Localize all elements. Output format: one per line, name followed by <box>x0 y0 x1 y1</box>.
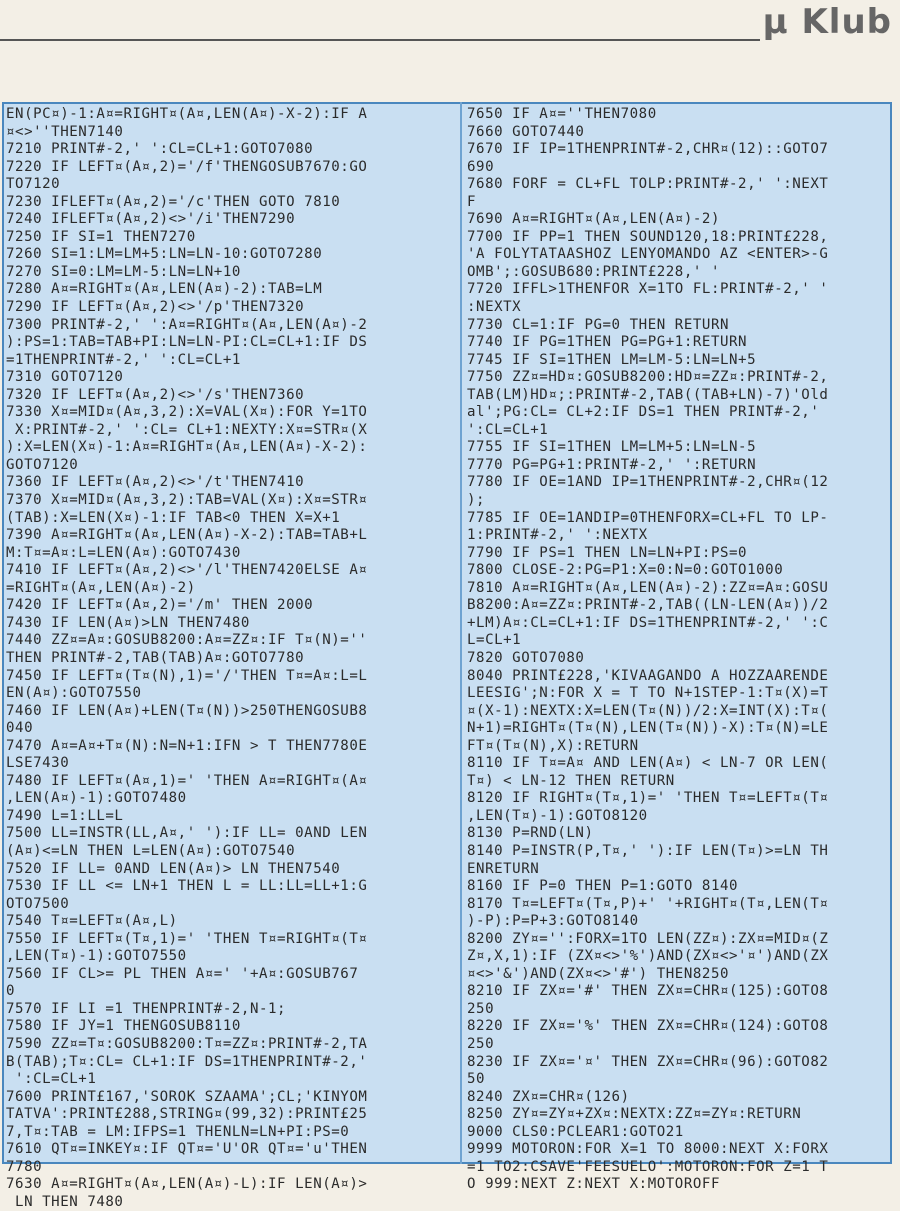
code-line: 7540 T¤=LEFT¤(A¤,L) <box>6 913 178 930</box>
code-line: ':CL=CL+1 <box>467 421 549 438</box>
code-line: 7270 SI=0:LM=LM-5:LN=LN+10 <box>6 263 241 280</box>
code-line: 7790 IF PS=1 THEN LN=LN+PI:PS=0 <box>467 544 748 561</box>
code-line: 7250 IF SI=1 THEN7270 <box>6 228 196 245</box>
code-line: 7570 IF LI =1 THENPRINT#-2,N-1; <box>6 1000 287 1017</box>
code-line: 7280 A¤=RIGHT¤(A¤,LEN(A¤)-2):TAB=LM <box>6 281 323 298</box>
code-line: ¤<>'&')AND(ZX¤<>'#') THEN8250 <box>467 965 730 982</box>
code-line: 7370 X¤=MID¤(A¤,3,2):TAB=VAL(X¤):X¤=STR¤ <box>6 492 368 509</box>
code-line: 7745 IF SI=1THEN LM=LM-5:LN=LN+5 <box>467 351 757 368</box>
code-line: 8160 IF P=0 THEN P=1:GOTO 8140 <box>467 878 739 895</box>
code-line: TO7120 <box>6 176 61 193</box>
code-line: 7290 IF LEFT¤(A¤,2)<>'/p'THEN7320 <box>6 299 305 316</box>
code-line: 7330 X¤=MID¤(A¤,3,2):X=VAL(X¤):FOR Y=1TO <box>6 404 368 421</box>
code-line: 7720 IFFL>1THENFOR X=1TO FL:PRINT#-2,' ' <box>467 281 829 298</box>
listing-left-column <box>6 106 456 1211</box>
code-line: 7550 IF LEFT¤(T¤,1)=' 'THEN T¤=RIGHT¤(T¤ <box>6 930 368 947</box>
code-line: 7480 IF LEFT¤(A¤,1)=' 'THEN A¤=RIGHT¤(A¤ <box>6 772 368 789</box>
code-line: 8040 PRINT£228,'KIVAAGANDO A HOZZAARENDE <box>467 667 829 684</box>
code-line: :NEXTX <box>467 299 522 316</box>
code-line: 7320 IF LEFT¤(A¤,2)<>'/s'THEN7360 <box>6 386 305 403</box>
code-line: 7770 PG=PG+1:PRINT#-2,' ':RETURN <box>467 456 757 473</box>
code-line: ):PS=1:TAB=TAB+PI:LN=LN-PI:CL=CL+1:IF DS <box>6 334 368 351</box>
code-line: =1THENPRINT#-2,' ':CL=CL+1 <box>6 351 241 368</box>
code-line: 040 <box>6 720 34 737</box>
code-line: (A¤)<=LN THEN L=LEN(A¤):GOTO7540 <box>6 842 296 859</box>
code-line: 7750 ZZ¤=HD¤:GOSUB8200:HD¤=ZZ¤:PRINT#-2, <box>467 369 829 386</box>
code-line: 690 <box>467 158 495 175</box>
code-line: 7410 IF LEFT¤(A¤,2)<>'/l'THEN7420ELSE A¤ <box>6 562 368 579</box>
code-line: ,LEN(T¤)-1):GOTO7550 <box>6 948 187 965</box>
code-line: 9999 MOTORON:FOR X=1 TO 8000:NEXT X:FORX <box>467 1141 829 1158</box>
code-line: 7580 IF JY=1 THENGOSUB8110 <box>6 1018 241 1035</box>
code-line: 7430 IF LEN(A¤)>LN THEN7480 <box>6 614 250 631</box>
code-line: 7,T¤:TAB = LM:IFPS=1 THENLN=LN+PI:PS=0 <box>6 1123 350 1140</box>
code-line: 8200 ZY¤='':FORX=1TO LEN(ZZ¤):ZX¤=MID¤(Z <box>467 930 829 947</box>
code-line: OMB';:GOSUB680:PRINT£228,' ' <box>467 263 720 280</box>
code-line: (TAB):X=LEN(X¤)-1:IF TAB<0 THEN X=X+1 <box>6 509 341 526</box>
header-rule <box>0 39 760 41</box>
code-line: 7785 IF OE=1ANDIP=0THENFORX=CL+FL TO LP- <box>467 509 829 526</box>
code-line: ,LEN(T¤)-1):GOTO8120 <box>467 807 648 824</box>
code-line: 7440 ZZ¤=A¤:GOSUB8200:A¤=ZZ¤:IF T¤(N)='' <box>6 632 368 649</box>
code-line: ENRETURN <box>467 860 540 877</box>
code-line: TAB(LM)HD¤;:PRINT#-2,TAB((TAB+LN)-7)'Old <box>467 386 829 403</box>
code-line: M:T¤=A¤:L=LEN(A¤):GOTO7430 <box>6 544 241 561</box>
code-line: 7700 IF PP=1 THEN SOUND120,18:PRINT£228, <box>467 228 829 245</box>
code-line: L=CL+1 <box>467 632 522 649</box>
code-line: 250 <box>467 1035 495 1052</box>
code-line: B8200:A¤=ZZ¤:PRINT#-2,TAB((LN-LEN(A¤))/2 <box>467 597 829 614</box>
code-line: 7220 IF LEFT¤(A¤,2)='/f'THENGOSUB7670:GO <box>6 158 368 175</box>
code-line: 8250 ZY¤=ZY¤+ZX¤:NEXTX:ZZ¤=ZY¤:RETURN <box>467 1106 802 1123</box>
code-line: 7755 IF SI=1THEN LM=LM+5:LN=LN-5 <box>467 439 757 456</box>
code-line: LN THEN 7480 <box>6 1193 124 1210</box>
code-line: ¤<>''THEN7140 <box>6 123 124 140</box>
code-line: 7670 IF IP=1THENPRINT#-2,CHR¤(12)::GOTO7 <box>467 141 829 158</box>
magazine-header <box>0 0 900 60</box>
code-line: 8110 IF T¤=A¤ AND LEN(A¤) < LN-7 OR LEN( <box>467 755 829 772</box>
code-line: =1 TO2:CSAVE'FEESUELO':MOTORON:FOR Z=1 T <box>467 1158 829 1175</box>
code-line: 7390 A¤=RIGHT¤(A¤,LEN(A¤)-X-2):TAB=TAB+L <box>6 527 368 544</box>
code-line: 7260 SI=1:LM=LM+5:LN=LN-10:GOTO7280 <box>6 246 323 263</box>
code-line: ¤(X-1):NEXTX:X=LEN(T¤(N))/2:X=INT(X):T¤( <box>467 702 829 719</box>
column-divider <box>460 102 462 1164</box>
code-line: 7690 A¤=RIGHT¤(A¤,LEN(A¤)-2) <box>467 211 720 228</box>
code-line: 7810 A¤=RIGHT¤(A¤,LEN(A¤)-2):ZZ¤=A¤:GOSU <box>467 579 829 596</box>
code-line: 50 <box>467 1071 486 1088</box>
code-line: N+1)=RIGHT¤(T¤(N),LEN(T¤(N))-X):T¤(N)=LE <box>467 720 829 737</box>
code-line: ); <box>467 492 486 509</box>
code-line: ':CL=CL+1 <box>6 1071 97 1088</box>
code-line: 250 <box>467 1000 495 1017</box>
listing-right-column <box>467 106 891 1194</box>
code-line: 8140 P=INSTR(P,T¤,' '):IF LEN(T¤)>=LN TH <box>467 842 829 859</box>
magazine-brand: µ Klub <box>762 2 892 42</box>
code-line: 8210 IF ZX¤='#' THEN ZX¤=CHR¤(125):GOTO8 <box>467 983 829 1000</box>
code-line: 7490 L=1:LL=L <box>6 807 124 824</box>
code-line: 1:PRINT#-2,' ':NEXTX <box>467 527 648 544</box>
code-line: 8240 ZX¤=CHR¤(126) <box>467 1088 630 1105</box>
code-line: 7560 IF CL>= PL THEN A¤=' '+A¤:GOSUB767 <box>6 965 359 982</box>
code-line: B(TAB);T¤:CL= CL+1:IF DS=1THENPRINT#-2,' <box>6 1053 368 1070</box>
code-line: 7610 QT¤=INKEY¤:IF QT¤='U'OR QT¤='u'THEN <box>6 1141 368 1158</box>
code-line: LSE7430 <box>6 755 70 772</box>
code-line: ):X=LEN(X¤)-1:A¤=RIGHT¤(A¤,LEN(A¤)-X-2): <box>6 439 368 456</box>
code-line: 7660 GOTO7440 <box>467 123 585 140</box>
code-line: O 999:NEXT Z:NEXT X:MOTOROFF <box>467 1176 720 1193</box>
code-line: )-P):P=P+3:GOTO8140 <box>467 913 639 930</box>
code-line: GOTO7120 <box>6 456 79 473</box>
code-line: 7240 IFLEFT¤(A¤,2)<>'/i'THEN7290 <box>6 211 296 228</box>
code-line: 7590 ZZ¤=T¤:GOSUB8200:T¤=ZZ¤:PRINT#-2,TA <box>6 1035 368 1052</box>
code-line: THEN PRINT#-2,TAB(TAB)A¤:GOTO7780 <box>6 649 305 666</box>
code-line: EN(PC¤)-1:A¤=RIGHT¤(A¤,LEN(A¤)-X-2):IF A <box>6 106 368 122</box>
code-line: 7740 IF PG=1THEN PG=PG+1:RETURN <box>467 334 748 351</box>
code-line: ,LEN(A¤)-1):GOTO7480 <box>6 790 187 807</box>
code-line: 7800 CLOSE-2:PG=P1:X=0:N=0:GOTO1000 <box>467 562 784 579</box>
code-line: LEESIG';N:FOR X = T TO N+1STEP-1:T¤(X)=T <box>467 685 829 702</box>
code-line: TATVA':PRINT£288,STRING¤(99,32):PRINT£25 <box>6 1106 368 1123</box>
code-line: F <box>467 193 477 210</box>
code-line: 7300 PRINT#-2,' ':A¤=RIGHT¤(A¤,LEN(A¤)-2 <box>6 316 368 333</box>
code-line: FT¤(T¤(N),X):RETURN <box>467 737 639 754</box>
code-line: T¤) < LN-12 THEN RETURN <box>467 772 675 789</box>
code-line: 8170 T¤=LEFT¤(T¤,P)+' '+RIGHT¤(T¤,LEN(T¤ <box>467 895 829 912</box>
code-line: 7420 IF LEFT¤(A¤,2)='/m' THEN 2000 <box>6 597 314 614</box>
code-line: 7460 IF LEN(A¤)+LEN(T¤(N))>250THENGOSUB8 <box>6 702 368 719</box>
code-line: OTO7500 <box>6 895 70 912</box>
code-line: 7780 IF OE=1AND IP=1THENPRINT#-2,CHR¤(12 <box>467 474 829 491</box>
code-line: =RIGHT¤(A¤,LEN(A¤)-2) <box>6 579 196 596</box>
code-line: 7820 GOTO7080 <box>467 649 585 666</box>
code-line: 7780 <box>6 1158 43 1175</box>
code-line: 8120 IF RIGHT¤(T¤,1)=' 'THEN T¤=LEFT¤(T¤ <box>467 790 829 807</box>
code-line: 0 <box>6 983 16 1000</box>
code-line: 7450 IF LEFT¤(T¤(N),1)='/'THEN T¤=A¤:L=L <box>6 667 368 684</box>
code-line: X:PRINT#-2,' ':CL= CL+1:NEXTY:X¤=STR¤(X <box>6 421 368 438</box>
code-line: 7520 IF LL= 0AND LEN(A¤)> LN THEN7540 <box>6 860 341 877</box>
code-line: al';PG:CL= CL+2:IF DS=1 THEN PRINT#-2,' <box>467 404 820 421</box>
code-line: 7680 FORF = CL+FL TOLP:PRINT#-2,' ':NEXT <box>467 176 829 193</box>
code-line: 7310 GOTO7120 <box>6 369 124 386</box>
code-line: 8220 IF ZX¤='%' THEN ZX¤=CHR¤(124):GOTO8 <box>467 1018 829 1035</box>
code-line: 7730 CL=1:IF PG=0 THEN RETURN <box>467 316 730 333</box>
code-line: 7600 PRINT£167,'SOROK SZAAMA';CL;'KINYOM <box>6 1088 368 1105</box>
code-line: 7470 A¤=A¤+T¤(N):N=N+1:IFN > T THEN7780E <box>6 737 368 754</box>
code-line: 8130 P=RND(LN) <box>467 825 594 842</box>
code-line: 8230 IF ZX¤='¤' THEN ZX¤=CHR¤(96):GOTO82 <box>467 1053 829 1070</box>
code-line: 7360 IF LEFT¤(A¤,2)<>'/t'THEN7410 <box>6 474 305 491</box>
code-line: 7630 A¤=RIGHT¤(A¤,LEN(A¤)-L):IF LEN(A¤)> <box>6 1176 368 1193</box>
code-line: EN(A¤):GOTO7550 <box>6 685 142 702</box>
code-line: 7650 IF A¤=''THEN7080 <box>467 106 657 122</box>
code-line: 7210 PRINT#-2,' ':CL=CL+1:GOTO7080 <box>6 141 314 158</box>
code-line: 7230 IFLEFT¤(A¤,2)='/c'THEN GOTO 7810 <box>6 193 341 210</box>
code-line: 9000 CLS0:PCLEAR1:GOTO21 <box>467 1123 684 1140</box>
code-line: 'A FOLYTATAASHOZ LENYOMANDO AZ <ENTER>-G <box>467 246 829 263</box>
code-line: 7500 LL=INSTR(LL,A¤,' '):IF LL= 0AND LEN <box>6 825 368 842</box>
code-line: +LM)A¤:CL=CL+1:IF DS=1THENPRINT#-2,' ':C <box>467 614 829 631</box>
code-line: Z¤,X,1):IF (ZX¤<>'%')AND(ZX¤<>'¤')AND(ZX <box>467 948 829 965</box>
code-line: 7530 IF LL <= LN+1 THEN L = LL:LL=LL+1:G <box>6 878 368 895</box>
